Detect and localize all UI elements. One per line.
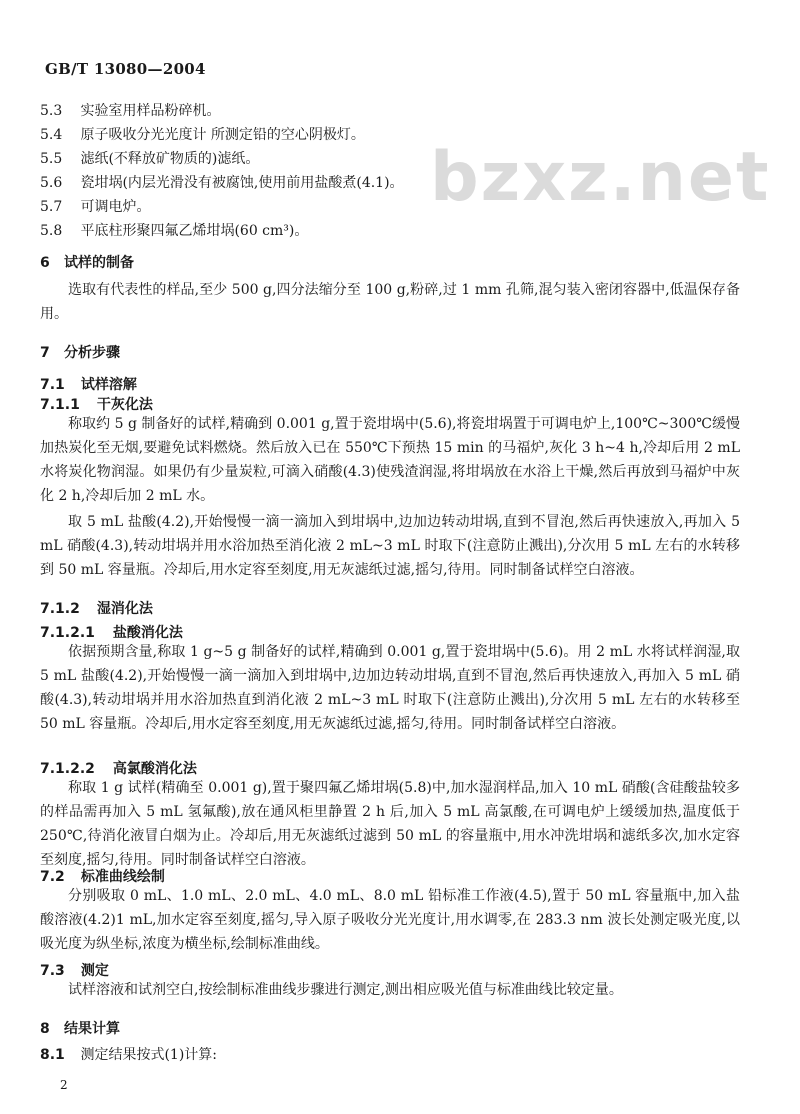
section-8-heading xyxy=(40,1020,120,1038)
clause-number: 7.3 xyxy=(40,963,65,979)
section-number: 6 xyxy=(40,255,50,271)
clause-number: 5.8 xyxy=(40,223,63,239)
section-number: 8 xyxy=(40,1021,50,1037)
clause-7-1-2 xyxy=(40,600,153,618)
clause-text: 平底柱形聚四氟乙烯坩埚(60 cm³)。 xyxy=(80,223,309,239)
clause-number: 7.1.2.2 xyxy=(40,761,95,777)
dry-ashing-paragraph-2: 取 5 mL 盐酸(4.2),开始慢慢一滴一滴加入到坩埚中,边加边转动坩埚,直到不冒泡,然后再快速放入,再加入 5 mL 硝酸(4.3),转动坩埚并用水浴加热至消化液 2 mL~3 mL 时取下(注意防止溅出),分次用 5 mL 左右的水转移到 50 mL 容量瓶。冷却后,用水定容至刻度,用无灰滤纸过滤,摇匀,待用。同时制备试样空白溶液。 xyxy=(40,514,740,578)
clause-number: 7.1.2.1 xyxy=(40,625,95,641)
clause-number: 7.1.2 xyxy=(40,601,80,617)
clause-7-1 xyxy=(40,376,137,394)
clause-number: 7.1 xyxy=(40,377,65,393)
section-7-heading xyxy=(40,344,120,362)
clause-text: 瓷坩埚(内层光滑没有被腐蚀,使用前用盐酸煮(4.1)。 xyxy=(80,175,404,191)
clause-number: 7.1.1 xyxy=(40,397,80,413)
calibration-curve-paragraph: 分别吸取 0 mL、1.0 mL、2.0 mL、4.0 mL、8.0 mL 铅标准工作液(4.5),置于 50 mL 容量瓶中,加入盐酸溶液(4.2)1 mL,加水定容至刻度,摇匀,导入原子吸收分光光度计,用水调零,在 283.3 nm 波长处测定吸光度,以吸光度为纵坐标,浓度为横坐标,绘制标准曲线。 xyxy=(40,888,740,952)
dry-ashing-paragraph-1: 称取约 5 g 制备好的试样,精确到 0.001 g,置于瓷坩埚中(5.6),将瓷坩埚置于可调电炉上,100℃~300℃缓慢加热炭化至无烟,要避免试料燃烧。然后放入已在 550℃下预热 15 min 的马福炉,灰化 3 h~4 h,冷却后用 2 mL 水将炭化物润湿。如果仍有少量炭粒,可滴入硝酸(4.3)使残渣润湿,将坩埚放在水浴上干燥,然后再放到马福炉中灰化 2 h,冷却后加 2 mL 水。 xyxy=(40,416,740,504)
clause-title: 试样溶解 xyxy=(80,377,137,393)
clause-text: 原子吸收分光光度计 所测定铅的空心阴极灯。 xyxy=(80,127,365,143)
clause-5-5 xyxy=(40,150,259,168)
clause-number: 7.2 xyxy=(40,869,65,885)
page-number: 2 xyxy=(60,1078,68,1092)
measurement-paragraph: 试样溶液和试剂空白,按绘制标准曲线步骤进行测定,测出相应吸光值与标准曲线比较定量。 xyxy=(68,982,623,998)
clause-5-3 xyxy=(40,102,220,120)
clause-text: 可调电炉。 xyxy=(80,199,151,215)
section-6-heading xyxy=(40,254,134,272)
section-title: 分析步骤 xyxy=(64,345,120,361)
clause-title: 湿消化法 xyxy=(96,601,153,617)
hcl-digestion-paragraph: 依据预期含量,称取 1 g~5 g 制备好的试样,精确到 0.001 g,置于瓷坩埚中(5.6)。用 2 mL 水将试样润湿,取 5 mL 盐酸(4.2),开始慢慢一滴一滴加入到坩埚中,边加边转动坩埚,直到不冒泡,然后再快速放入,再加入 5 mL 硝酸(4.3),转动坩埚并用水浴加热直到消化液 2 mL~3 mL 时取下(注意防止溅出),分次用 5 mL 左右的水转移至 50 mL 容量瓶。冷却后,用水定容至刻度,用无灰滤纸过滤,摇匀,待用。同时制备试样空白溶液。 xyxy=(40,644,740,732)
section-title: 结果计算 xyxy=(64,1021,120,1037)
clause-title: 标准曲线绘制 xyxy=(80,869,165,885)
section-number: 7 xyxy=(40,345,50,361)
clause-5-8 xyxy=(40,222,308,240)
clause-5-4 xyxy=(40,126,365,144)
watermark: bzxz.net xyxy=(430,138,771,217)
clause-number: 5.5 xyxy=(40,151,63,167)
clause-title: 盐酸消化法 xyxy=(112,625,183,641)
clause-number: 5.7 xyxy=(40,199,63,215)
clause-number: 5.4 xyxy=(40,127,63,143)
section-title: 试样的制备 xyxy=(64,255,134,271)
clause-number: 8.1 xyxy=(40,1047,65,1063)
clause-8-1 xyxy=(40,1046,217,1064)
sample-prep-paragraph: 选取有代表性的样品,至少 500 g,四分法缩分至 100 g,粉碎,过 1 mm 孔筛,混匀装入密闭容器中,低温保存备用。 xyxy=(40,282,740,322)
clause-title: 高氯酸消化法 xyxy=(112,761,197,777)
clause-5-7 xyxy=(40,198,150,216)
clause-text: 实验室用样品粉碎机。 xyxy=(80,103,221,119)
perchloric-digestion-paragraph: 称取 1 g 试样(精确至 0.001 g),置于聚四氟乙烯坩埚(5.8)中,加水湿润样品,加入 10 mL 硝酸(含硅酸盐较多的样品需再加入 5 mL 氢氟酸),放在通风柜里静置 2 h 后,加入 5 mL 高氯酸,在可调电炉上缓缓加热,温度低于 250℃,待消化液冒白烟为止。冷却后,用无灰滤纸过滤到 50 mL 的容量瓶中,用水冲洗坩埚和滤纸多次,加水定容至刻度,摇匀,待用。同时制备试样空白溶液。 xyxy=(40,780,740,868)
clause-text: 测定结果按式(1)计算: xyxy=(80,1047,218,1063)
clause-number: 5.3 xyxy=(40,103,63,119)
clause-number: 5.6 xyxy=(40,175,63,191)
clause-title: 测定 xyxy=(80,963,109,979)
clause-5-6 xyxy=(40,174,404,192)
clause-text: 滤纸(不释放矿物质的)滤纸。 xyxy=(80,151,260,167)
clause-title: 干灰化法 xyxy=(96,397,153,413)
standard-code: GB/T 13080—2004 xyxy=(45,60,206,78)
